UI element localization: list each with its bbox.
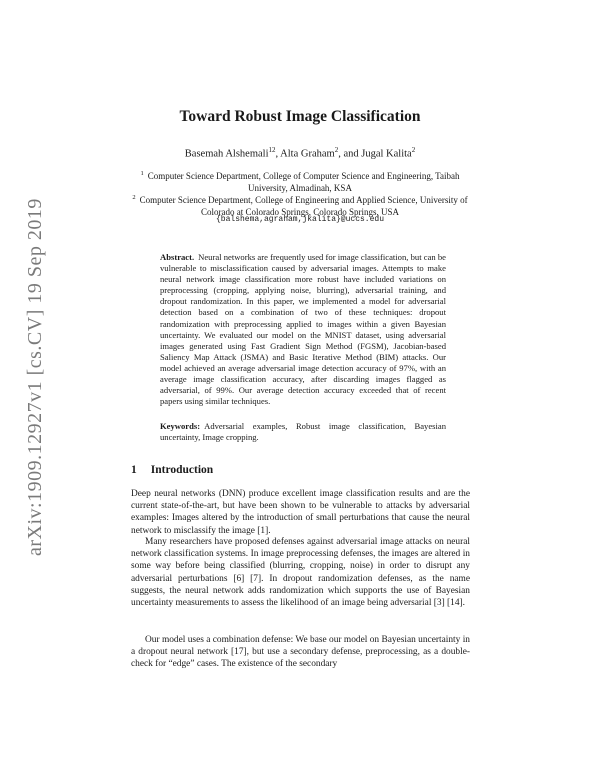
section-heading [131,464,213,476]
author-separator: , [275,148,281,160]
author-name: Alta Graham [280,148,335,160]
arxiv-stamp: arXiv:1909.12927v1 [cs.CV] 19 Sep 2019 [24,198,46,556]
affiliation-text: Computer Science Department, College of Engineering and Applied Science, University of Colorado at Colorado Springs, Colorado Springs, USA [139,195,468,217]
section-number: 1 [131,464,137,476]
author-separator: , and [338,148,362,160]
keywords-text: Adversarial examples, Robust image classification, Bayesian uncertainty, Image cropping. [160,421,446,443]
affiliation-text: Computer Science Department, College of Computer Science and Engineering, Taibah University, Almadinah, KSA [147,171,460,193]
author-affil-mark: 12 [268,146,276,154]
abstract [160,252,446,407]
affiliation-mark: 1 [140,170,144,177]
abstract-label: Abstract. [160,252,195,262]
author-affil-mark: 2 [411,146,416,154]
author-name: Jugal Kalita [361,148,412,160]
body-paragraph: Deep neural networks (DNN) produce excellent image classification results and are the current state-of-the-art, but have been shown to be vulnerable to attacks by adversarial examples: Images altered by the introduction of small perturbations that cause the neural network to misclassify the image [1]. [131,489,470,536]
affiliation-mark: 2 [132,194,136,201]
body-paragraph: Many researchers have proposed defenses against adversarial image attacks on neural network classification systems. In image preprocessing defenses, the images are altered in some way before being classified (blurring, cropping, noise) in order to disrupt any adversarial perturbations [6] [7]. In dropout randomization defenses, as the name suggests, the neural network adds randomization which supports the use of Bayesian uncertainty measurements to assess the likelihood of an image being adversarial [3] [14]. [131,537,470,609]
author-affil-mark: 2 [334,146,339,154]
affiliation [120,168,480,194]
author-name: Basemah Alshemali [184,148,269,160]
keywords-label: Keywords: [160,421,201,431]
author-list [100,146,500,160]
section-title: Introduction [150,464,214,476]
paper-title: Toward Robust Image Classification [179,108,421,125]
abstract-text: Neural networks are frequently used for image classification, but can be vulnerable to misclassification caused by adversarial images. Attempts to make neural network image classification more robust have included variations on preprocessing (cropping, applying noise, blurring), adversarial training, and dropout randomization. In this paper, we implemented a model for adversarial detection based on a combination of two of these techniques: dropout randomization with preprocessing applied to images within a given Bayesian uncertainty. We evaluated our model on the MNIST dataset, using adversarial images generated using Fast Gradient Sign Method (FGSM), Jacobian-based Saliency Map Attack (JSMA) and Basic Iterative Method (BIM) attacks. Our model achieved an average adversarial image detection accuracy of 97%, with an average image classification accuracy, after discarding images flagged as adversarial, of 99%. Our average detection accuracy exceeded that of recent papers using similar techniques. [160,252,446,407]
author-emails: {balshema,agraham,jkalita}@uccs.edu [215,215,385,224]
keywords [160,421,446,443]
body-paragraph: Our model uses a combination defense: We base our model on Bayesian uncertainty in a dropout neural network [17], but use a secondary defense, preprocessing, as a double-check for “edge” cases. The existence of the secondary [131,635,470,670]
